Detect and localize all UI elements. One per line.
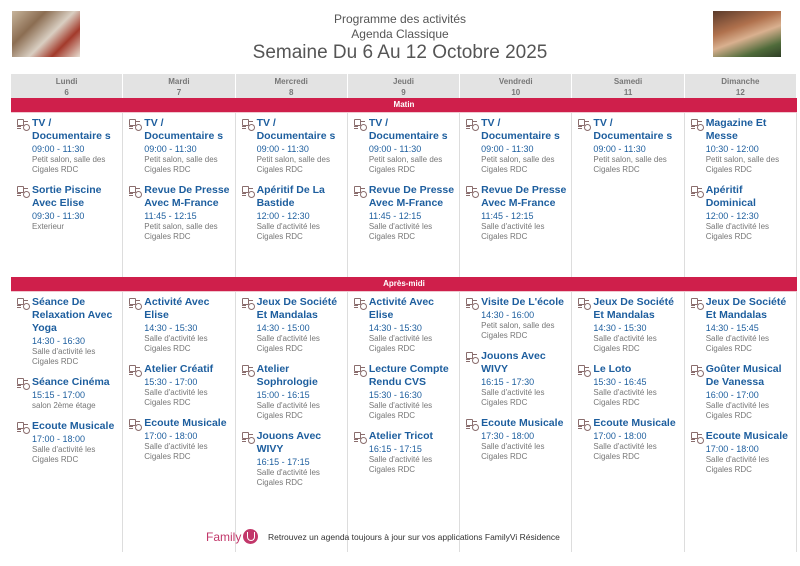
activity-location: Salle d'activité les Cigales RDC [144,442,208,461]
activity-body [706,117,793,175]
activity-entry [241,117,344,175]
activity-icon [353,431,369,445]
activity-title: Goûter Musical De Vanessa [705,363,782,388]
period-row [11,113,797,277]
activity-title: TV / Documentaire s [32,117,111,142]
day-name: Dimanche [721,77,760,86]
activity-entry [353,184,456,242]
activity-entry [16,376,119,411]
activity-time: 16:15 - 17:15 [256,457,310,467]
activity-title: Revue De Presse Avec M-France [368,184,455,209]
activity-location: Petit salon, salle des Cigales RDC [144,155,218,174]
activity-entry [577,417,680,462]
activity-icon [16,421,32,435]
activity-icon [577,118,593,132]
activity-time: 12:00 - 12:30 [256,211,310,221]
day-number: 8 [288,88,294,97]
day-column [685,113,797,277]
activity-location: Salle d'activité les Cigales RDC [256,468,320,487]
activity-entry [353,363,456,421]
activity-entry [241,296,344,354]
activity-time: 14:30 - 16:30 [32,336,86,346]
activity-location: salon 2ème étage [32,401,96,410]
activity-time: 14:30 - 15:30 [593,323,647,333]
activity-body [144,296,231,354]
activity-time: 15:30 - 17:00 [144,377,198,387]
day-number: 11 [623,88,633,97]
activity-location: Petit salon, salle des Cigales RDC [32,155,106,174]
day-header [348,74,460,98]
activity-icon [241,431,257,445]
activity-location: Salle d'activité les Cigales RDC [481,222,545,241]
activity-entry [241,184,344,242]
day-column [460,292,572,552]
activity-icon [465,185,481,199]
activity-title: Ecoute Musicale [481,417,564,429]
activity-time: 09:00 - 11:30 [32,144,85,154]
activity-title: Apéritif Dominical [705,184,756,209]
activity-title: Visite De L'école [481,296,564,308]
activity-time: 14:30 - 15:30 [368,323,422,333]
activity-time: 16:00 - 17:00 [705,390,759,400]
activity-body [257,363,344,421]
period-band: Matin [11,98,797,113]
day-number: 10 [511,88,521,97]
activity-location: Petit salon, salle des Cigales RDC [144,222,218,241]
activity-title: Sortie Piscine Avec Elise [32,184,102,209]
activity-entry [353,117,456,175]
activity-time: 15:30 - 16:45 [593,377,647,387]
activity-body [257,117,344,175]
day-name: Mardi [168,77,190,86]
activity-title: Atelier Tricot [368,430,434,442]
activity-title: Atelier Créatif [144,363,214,375]
activity-body [32,296,119,367]
activity-body [257,430,344,488]
activity-title: Jeux De Société Et Mandalas [705,296,787,321]
activity-location: Petit salon, salle des Cigales RDC [481,321,555,340]
activity-body [481,296,568,341]
day-column [236,113,348,277]
activity-body [593,417,680,462]
activity-icon [128,297,144,311]
day-number: 12 [735,88,745,97]
activity-location: Petit salon, salle des Cigales RDC [256,155,330,174]
activity-time: 11:45 - 12:15 [481,211,534,221]
activity-icon [690,185,706,199]
activity-entry [690,184,793,242]
activity-icon [16,297,32,311]
activity-body [481,184,568,242]
day-number: 7 [176,88,182,97]
activity-body [369,430,456,475]
activity-location: Salle d'activité les Cigales RDC [705,222,770,241]
activity-time: 17:00 - 18:00 [705,444,759,454]
activity-title: Jeux De Société Et Mandalas [593,296,674,321]
activity-body [369,184,456,242]
activity-icon [577,297,593,311]
activity-entry [690,430,793,475]
day-column [123,113,235,277]
activity-entry [690,296,793,354]
activity-body [144,184,231,242]
activity-location: Salle d'activité les Cigales RDC [256,334,320,353]
activity-location: Petit salon, salle des Cigales RDC [705,155,780,174]
activity-entry [16,117,119,175]
activity-icon [128,418,144,432]
activity-entry [465,184,568,242]
activity-title: Séance De Relaxation Avec Yoga [32,296,113,334]
activity-title: Ecoute Musicale [144,417,227,429]
activity-location: Salle d'activité les Cigales RDC [705,455,770,474]
activity-title: TV / Documentaire s [593,117,673,142]
activity-icon [241,297,257,311]
activity-entry [353,430,456,475]
activity-time: 14:30 - 15:45 [705,323,759,333]
activity-time: 09:00 - 11:30 [481,144,534,154]
day-header [460,74,572,98]
activity-title: TV / Documentaire s [368,117,448,142]
activity-time: 16:15 - 17:30 [481,377,535,387]
activity-body [593,363,680,408]
activity-title: Ecoute Musicale [705,430,788,442]
activity-body [706,296,793,354]
activity-location: Salle d'activité les Cigales RDC [256,222,320,241]
activity-title: Séance Cinéma [32,376,110,388]
activity-body [144,417,231,462]
activity-entry [577,117,680,175]
activity-body [481,117,568,175]
activity-location: Petit salon, salle des Cigales RDC [368,155,443,174]
activity-time: 15:30 - 16:30 [368,390,422,400]
activity-title: Apéritif De La Bastide [256,184,325,209]
activity-icon [353,297,369,311]
activity-icon [690,297,706,311]
activity-body [481,417,568,462]
activity-time: 17:00 - 18:00 [144,431,198,441]
activity-time: 14:30 - 16:00 [481,310,535,320]
activity-location: Petit salon, salle des Cigales RDC [593,155,667,174]
activity-body [257,184,344,242]
activity-body [144,363,231,408]
activity-icon [577,418,593,432]
activity-icon [16,118,32,132]
activity-entry [465,417,568,462]
program-title: Programme des activités [333,12,467,26]
activity-location: Salle d'activité les Cigales RDC [144,334,208,353]
activity-title: Jouons Avec WIVY [481,350,546,375]
activity-time: 17:00 - 18:00 [593,431,647,441]
activity-entry [465,350,568,408]
activity-entry [690,117,793,175]
activity-time: 14:30 - 15:30 [144,323,198,333]
activity-location: Petit salon, salle des Cigales RDC [481,155,555,174]
activity-icon [353,364,369,378]
activity-entry [16,296,119,367]
activity-body [369,363,456,421]
activity-location: Exterieur [32,222,65,231]
activity-title: Revue De Presse Avec M-France [144,184,230,209]
activity-title: Ecoute Musicale [32,420,115,432]
day-column [11,113,123,277]
activity-body [32,184,119,232]
activity-icon [241,185,257,199]
activity-entry [16,184,119,232]
activity-location: Salle d'activité les Cigales RDC [32,347,96,366]
activity-entry [577,296,680,354]
period-row [11,292,797,552]
day-header [685,74,797,98]
day-column [572,292,684,552]
activity-title: Revue De Presse Avec M-France [481,184,567,209]
activity-title: Jeux De Société Et Mandalas [256,296,338,321]
activity-entry [241,430,344,488]
activity-location: Salle d'activité les Cigales RDC [593,388,657,407]
activity-entry [577,363,680,408]
day-column [685,292,797,552]
activity-icon [241,118,257,132]
activity-icon [465,297,481,311]
activity-icon [128,364,144,378]
familyvi-logo-icon [243,529,258,544]
activity-body [144,117,231,175]
day-header-row [11,74,797,98]
activity-entry [465,296,568,341]
activity-title: Atelier Sophrologie [256,363,318,388]
day-column [348,292,460,552]
day-name: Lundi [55,77,78,86]
activity-location: Salle d'activité les Cigales RDC [32,445,96,464]
activity-title: TV / Documentaire s [481,117,560,142]
day-column [11,292,123,552]
activity-title: TV / Documentaire s [144,117,224,142]
agenda-type: Agenda Classique [351,27,449,41]
activity-time: 12:00 - 12:30 [705,211,759,221]
activity-entry [690,363,793,421]
day-column [123,292,235,552]
activity-time: 17:30 - 18:00 [481,431,535,441]
activity-body [32,117,119,175]
activity-icon [128,118,144,132]
activity-entry [128,117,231,175]
period-band: Après-midi [11,277,797,292]
day-header [572,74,684,98]
activity-entry [465,117,568,175]
day-column [236,292,348,552]
day-header [123,74,235,98]
agenda-grid [11,74,797,552]
activity-title: TV / Documentaire s [256,117,336,142]
day-header [236,74,348,98]
activity-time: 09:00 - 11:30 [368,144,422,154]
activity-body [369,117,456,175]
activity-time: 15:15 - 17:00 [32,390,86,400]
activity-icon [690,431,706,445]
day-column [460,113,572,277]
activity-time: 15:00 - 16:15 [256,390,310,400]
activity-location: Salle d'activité les Cigales RDC [144,388,208,407]
activity-time: 16:15 - 17:15 [368,444,422,454]
activity-body [32,420,119,465]
activity-location: Salle d'activité les Cigales RDC [368,334,433,353]
activity-location: Salle d'activité les Cigales RDC [481,442,545,461]
activity-entry [16,420,119,465]
activity-icon [465,118,481,132]
activity-time: 09:00 - 11:30 [593,144,646,154]
activity-location: Salle d'activité les Cigales RDC [481,388,545,407]
activity-body [706,430,793,475]
activity-body [706,363,793,421]
activity-body [481,350,568,408]
activity-icon [353,185,369,199]
activity-icon [465,351,481,365]
activity-location: Salle d'activité les Cigales RDC [593,442,657,461]
activity-time: 10:30 - 12:00 [705,144,759,154]
activity-title: Activité Avec Elise [144,296,210,321]
activity-body [369,296,456,354]
activity-time: 11:45 - 12:15 [144,211,197,221]
day-name: Samedi [613,77,643,86]
activity-entry [241,363,344,421]
footer [0,528,800,548]
activity-time: 09:30 - 11:30 [32,211,85,221]
familyvi-logo: Family [206,530,242,544]
footer-text: Retrouvez un agenda toujours à jour sur vos applications FamilyVi Résidence [268,532,560,542]
activity-time: 11:45 - 12:15 [368,211,422,221]
activity-icon [128,185,144,199]
activity-time: 09:00 - 11:30 [256,144,309,154]
activity-body [593,117,680,175]
activity-location: Salle d'activité les Cigales RDC [705,334,770,353]
day-column [348,113,460,277]
day-name: Vendredi [498,77,533,86]
activity-entry [128,296,231,354]
day-column [572,113,684,277]
activity-body [593,296,680,354]
activity-location: Salle d'activité les Cigales RDC [368,222,433,241]
activity-location: Salle d'activité les Cigales RDC [368,401,433,420]
activity-location: Salle d'activité les Cigales RDC [593,334,657,353]
week-title: Semaine Du 6 Au 12 Octobre 2025 [252,42,548,63]
activity-time: 17:00 - 18:00 [32,434,86,444]
activity-icon [16,377,32,391]
activity-title: Activité Avec Elise [368,296,435,321]
activity-title: Jouons Avec WIVY [256,430,322,455]
activity-entry [128,363,231,408]
day-number: 9 [401,88,406,97]
activity-icon [241,364,257,378]
activity-entry [128,417,231,462]
activity-entry [128,184,231,242]
activity-title: Magazine Et Messe [705,117,767,142]
activity-icon [465,418,481,432]
activity-location: Salle d'activité les Cigales RDC [705,401,770,420]
activity-title: Ecoute Musicale [593,417,676,429]
activity-body [257,296,344,354]
day-name: Jeudi [393,77,414,86]
activity-time: 09:00 - 11:30 [144,144,197,154]
activity-title: Lecture Compte Rendu CVS [368,363,449,388]
day-name: Mercredi [274,77,308,86]
activity-icon [690,118,706,132]
activity-body [32,376,119,411]
day-number: 6 [64,88,69,97]
activity-icon [577,364,593,378]
day-header [11,74,123,98]
activity-title: Le Loto [593,363,632,375]
activity-location: Salle d'activité les Cigales RDC [368,455,433,474]
activity-icon [690,364,706,378]
activity-location: Salle d'activité les Cigales RDC [256,401,320,420]
activity-time: 14:30 - 15:00 [256,323,310,333]
activity-body [706,184,793,242]
activity-entry [353,296,456,354]
activity-icon [353,118,369,132]
activity-icon [16,185,32,199]
